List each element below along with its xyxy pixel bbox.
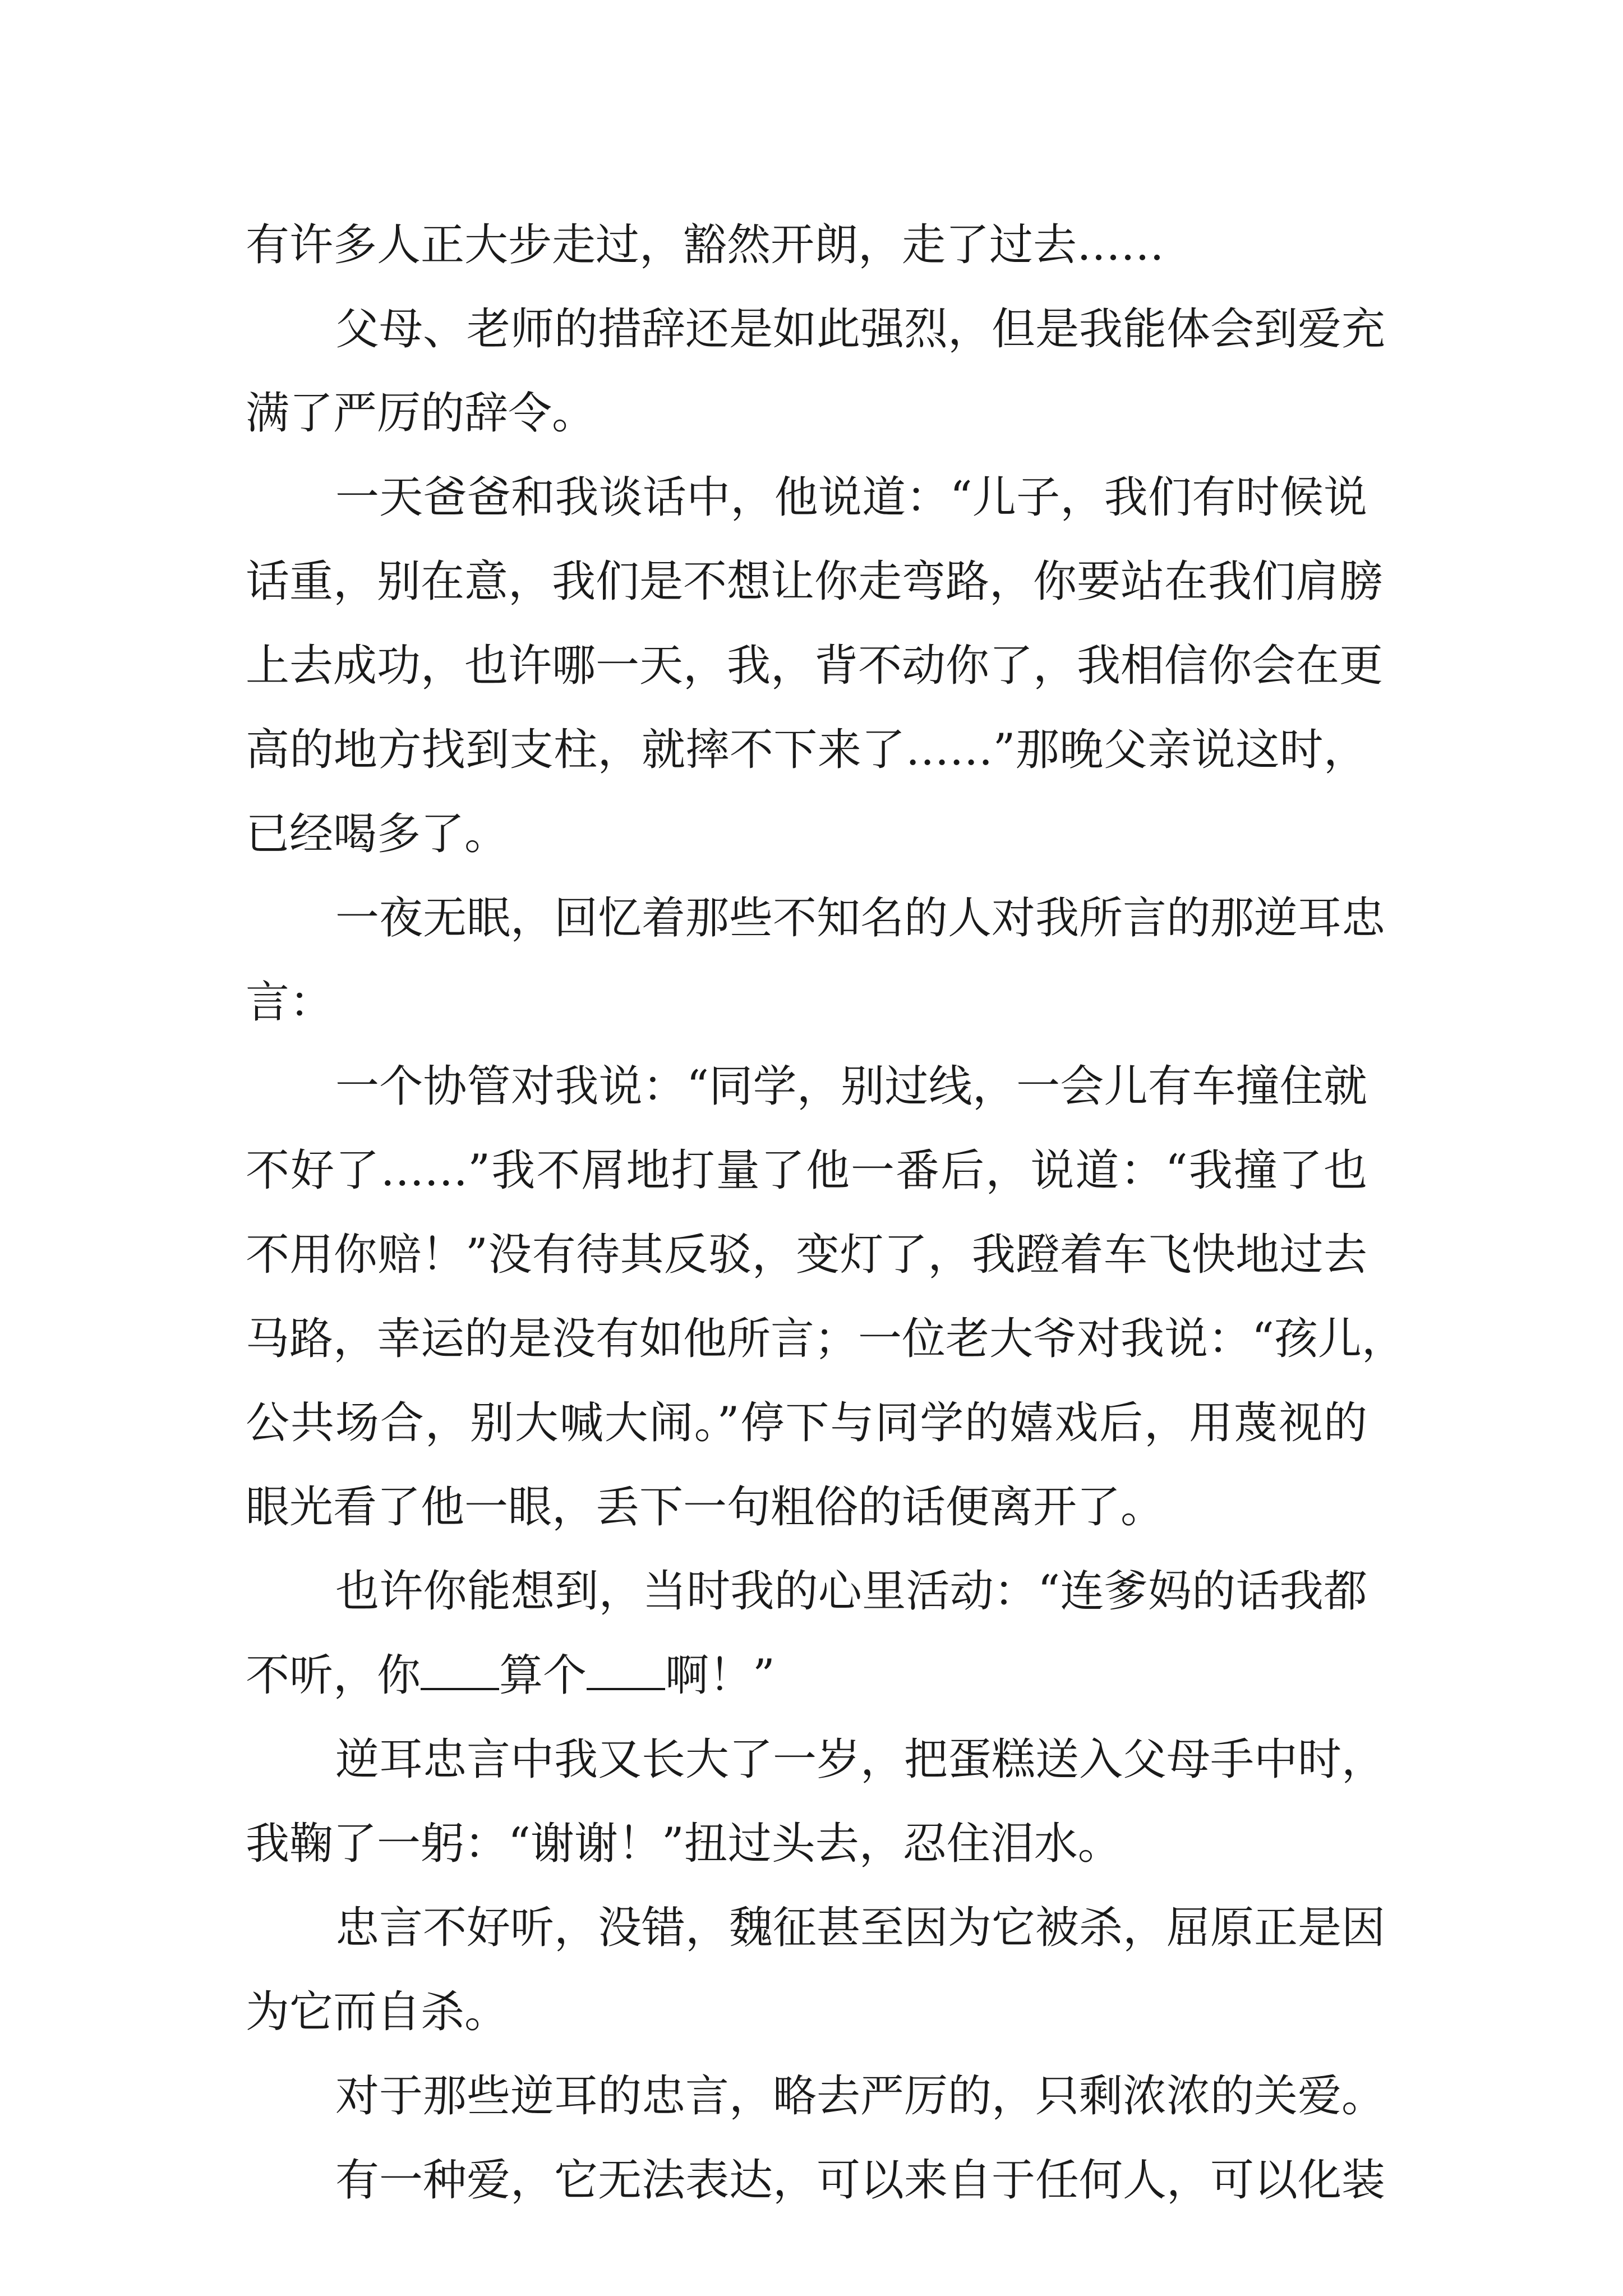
paragraph-start-line: 一夜无眠，回忆着那些不知名的人对我所言的那逆耳忠 [335, 893, 1386, 944]
text-line: 马路，幸运的是没有如他所言；一位老大爷对我说：“孩儿， [246, 1314, 1405, 1364]
text-line: 有许多人正大步走过，豁然开朗，走了过去…… [246, 220, 1165, 270]
text-line: 我鞠了一躬：“谢谢！”扭过头去，忍住泪水。 [246, 1819, 1122, 1869]
text-line: 已经喝多了。 [246, 809, 509, 859]
text-line: 话重，别在意，我们是不想让你走弯路，你要站在我们肩膀 [246, 556, 1384, 607]
text-line: 言： [246, 977, 334, 1028]
text-line: 为它而自杀。 [246, 1987, 509, 2037]
paragraph-start-line: 一天爸爸和我谈话中，他说道：“儿子，我们有时候说 [335, 472, 1367, 523]
text-line: 不用你赔！”没有待其反驳，变灯了，我蹬着车飞快地过去 [246, 1230, 1367, 1280]
fill-blank [421, 1649, 499, 1690]
paragraph-start-line: 有一种爱，它无法表达，可以来自于任何人，可以化装 [335, 2155, 1386, 2206]
text-segment: 不听，你 [246, 1650, 421, 1701]
fill-blank [587, 1649, 665, 1690]
text-line: 公共场合，别大喊大闹。”停下与同学的嬉戏后，用蔑视的 [246, 1398, 1367, 1448]
paragraph-start-line: 一个协管对我说：“同学，别过线，一会儿有车撞住就 [335, 1061, 1367, 1112]
paragraph-start-line: 父母、老师的措辞还是如此强烈，但是我能体会到爱充 [335, 304, 1386, 355]
text-segment: 算个 [499, 1650, 587, 1701]
text-line-with-blanks [246, 1634, 775, 1718]
text-line: 上去成功，也许哪一天，我，背不动你了，我相信你会在更 [246, 641, 1384, 691]
paragraph-start-line: 对于那些逆耳的忠言，略去严厉的，只剩浓浓的关爱。 [335, 2071, 1386, 2122]
paragraph-start-line: 忠言不好听，没错，魏征甚至因为它被杀，屈原正是因 [335, 1903, 1386, 1953]
text-line: 不好了……”我不屑地打量了他一番后，说道：“我撞了也 [246, 1145, 1367, 1196]
text-line: 满了严厉的辞令。 [246, 388, 596, 439]
paragraph-start-line: 逆耳忠言中我又长大了一岁，把蛋糕送入父母手中时， [335, 1734, 1386, 1785]
text-line: 眼光看了他一眼，丢下一句粗俗的话便离开了。 [246, 1482, 1165, 1533]
text-line: 高的地方找到支柱，就摔不下来了……”那晚父亲说这时， [246, 725, 1367, 775]
text-segment: 啊！” [665, 1650, 775, 1701]
paragraph-start-line: 也许你能想到，当时我的心里活动：“连爹妈的话我都 [335, 1566, 1367, 1617]
